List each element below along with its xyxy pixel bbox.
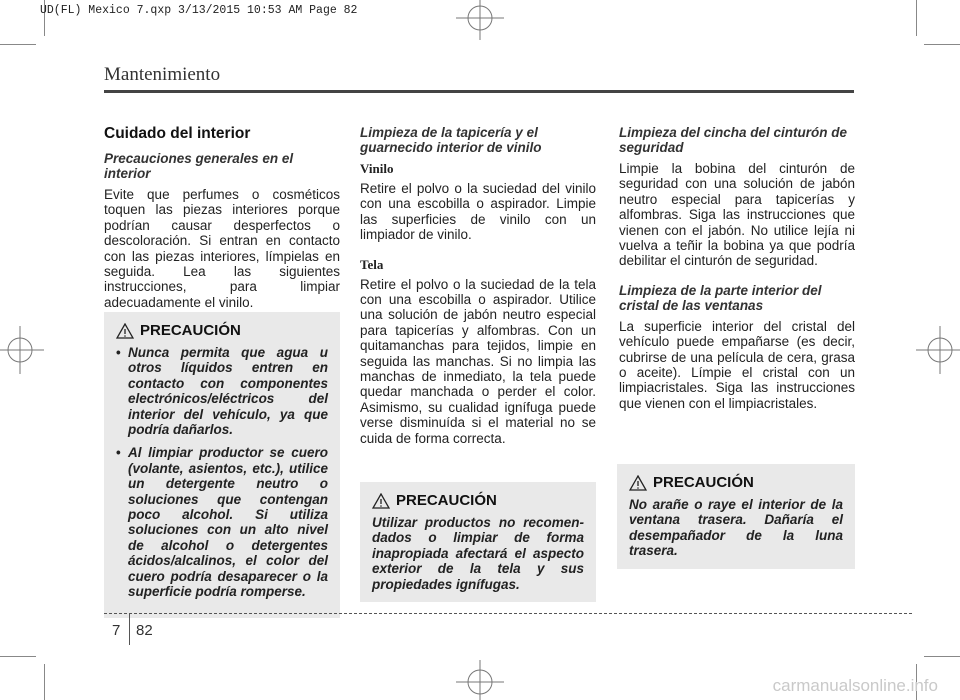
- label-tela: Tela: [360, 256, 384, 272]
- page-number: 82: [136, 622, 153, 639]
- crop-mark: [924, 656, 960, 657]
- caution-item: • Al limpiar productor se cuero (volante, asientos, etc.), utilice un detergente neutro o soluciones que contengan poco alcohol. Si utiliza soluciones con un alto nivel de alcohol o detergentes ácidos/alcalinos, el color del cuero podría desaparecer o la superficie podría romperse.: [116, 445, 328, 599]
- heading-interior-care: Cuidado del interior: [104, 125, 251, 142]
- registration-mark-left: [0, 320, 44, 380]
- caution-box-2: [360, 482, 596, 602]
- subheading-upholstery-cleaning: Limpieza de la tapicería y el guarnecido interior de vinilo: [360, 125, 542, 155]
- warning-triangle-icon: [629, 475, 647, 491]
- caution-title: PRECAUCIÓN: [140, 322, 241, 339]
- warning-triangle-icon: [372, 493, 390, 509]
- registration-mark-top: [450, 0, 510, 40]
- crop-mark: [0, 44, 36, 45]
- caution-title: PRECAUCIÓN: [396, 492, 497, 509]
- subheading-seatbelt-cleaning: Limpieza del cincha del cinturón de seguridad: [619, 125, 848, 155]
- vinilo-body: Retire el polvo o la suciedad del vinilo con una escobilla o aspirador. Limpie las superficies de vinilo con un limpiador de vinilo.: [360, 181, 596, 243]
- caution-title: PRECAUCIÓN: [653, 474, 754, 491]
- crop-mark: [44, 664, 45, 700]
- seatbelt-body: Limpie la bobina del cinturón de seguridad con una solución de jabón neutro especial para tapicerías y alfombras. Siga las instrucciones que vienen con el jabón. No utilice lejía ni vuelva a teñir la bobina ya que podría debilitar el cinturón de seguridad.: [619, 161, 855, 269]
- caution-text: Utilizar productos no recomen-dados o limpiar de forma inapropiada afectará el aspecto exterior de la tela y sus propiedades ignífugas.: [372, 515, 584, 592]
- caution-item: • Nunca permita que agua u otros líquidos entren en contacto con componentes electrónicos/eléctricos del interior del vehículo, ya que podría dañarlos.: [116, 345, 328, 437]
- page-number-separator: [129, 613, 130, 645]
- crop-mark: [924, 44, 960, 45]
- header-rule: [104, 90, 854, 93]
- caution-box-3: [617, 464, 855, 569]
- crop-mark: [0, 656, 36, 657]
- column-2: [360, 125, 596, 460]
- chapter-number: 7: [112, 622, 121, 639]
- tela-body: Retire el polvo o la suciedad de la tela con una escobilla o aspirador. Utilice una solución de jabón neutro especial para tapicerías y alfombras. Con un quitamanchas para tejidos, limpie en seguida las manchas. Si no limpia las manchas de inmediato, la tela puede quedar manchada o perder el color. Asimismo, su cualidad ignífuga puede verse disminuída si el material no se cuida de forma correcta.: [360, 276, 596, 446]
- caution-box-1: [104, 312, 340, 618]
- footer-rule: [104, 613, 912, 614]
- subheading-window-cleaning: Limpieza de la parte interior del cristal de las ventanas: [619, 282, 822, 313]
- column-3: [619, 125, 855, 425]
- crop-mark: [916, 0, 917, 36]
- caution-header: [372, 492, 584, 509]
- registration-mark-right: [916, 320, 960, 380]
- registration-mark-bottom: [450, 660, 510, 700]
- caution-header: [629, 474, 843, 491]
- warning-triangle-icon: [116, 323, 134, 339]
- column-1: [104, 125, 340, 324]
- section-title: Mantenimiento: [104, 64, 221, 85]
- caution-text: No arañe o raye el interior de la ventana trasera. Dañaría el desempañador de la luna trasera.: [629, 497, 843, 559]
- caution-header: [116, 322, 328, 339]
- watermark-link[interactable]: carmanualsonline.info: [772, 676, 938, 695]
- general-precautions-body: Evite que perfumes o cosméticos toquen las piezas interiores porque podrían causar desperfectos o descoloración. Si entran en contacto con las piezas interiores, límpielas en seguida. Lea las siguientes instrucciones, para limpiar adecuadamente el vinilo.: [104, 187, 340, 310]
- caution-list: [116, 345, 328, 600]
- label-vinilo: Vinilo: [360, 161, 394, 176]
- subheading-general-precautions: Precauciones generales en el interior: [104, 151, 294, 181]
- window-body: La superficie interior del cristal del vehículo puede empañarse (es decir, cubrirse de una película de cera, grasa o aceite). Límpie el cristal con un limpiacristales. Siga las instrucciones que vienen con el limpiacristales.: [619, 318, 855, 411]
- print-file-info: UD(FL) Mexico 7.qxp 3/13/2015 10:53 AM Page 82: [40, 4, 358, 17]
